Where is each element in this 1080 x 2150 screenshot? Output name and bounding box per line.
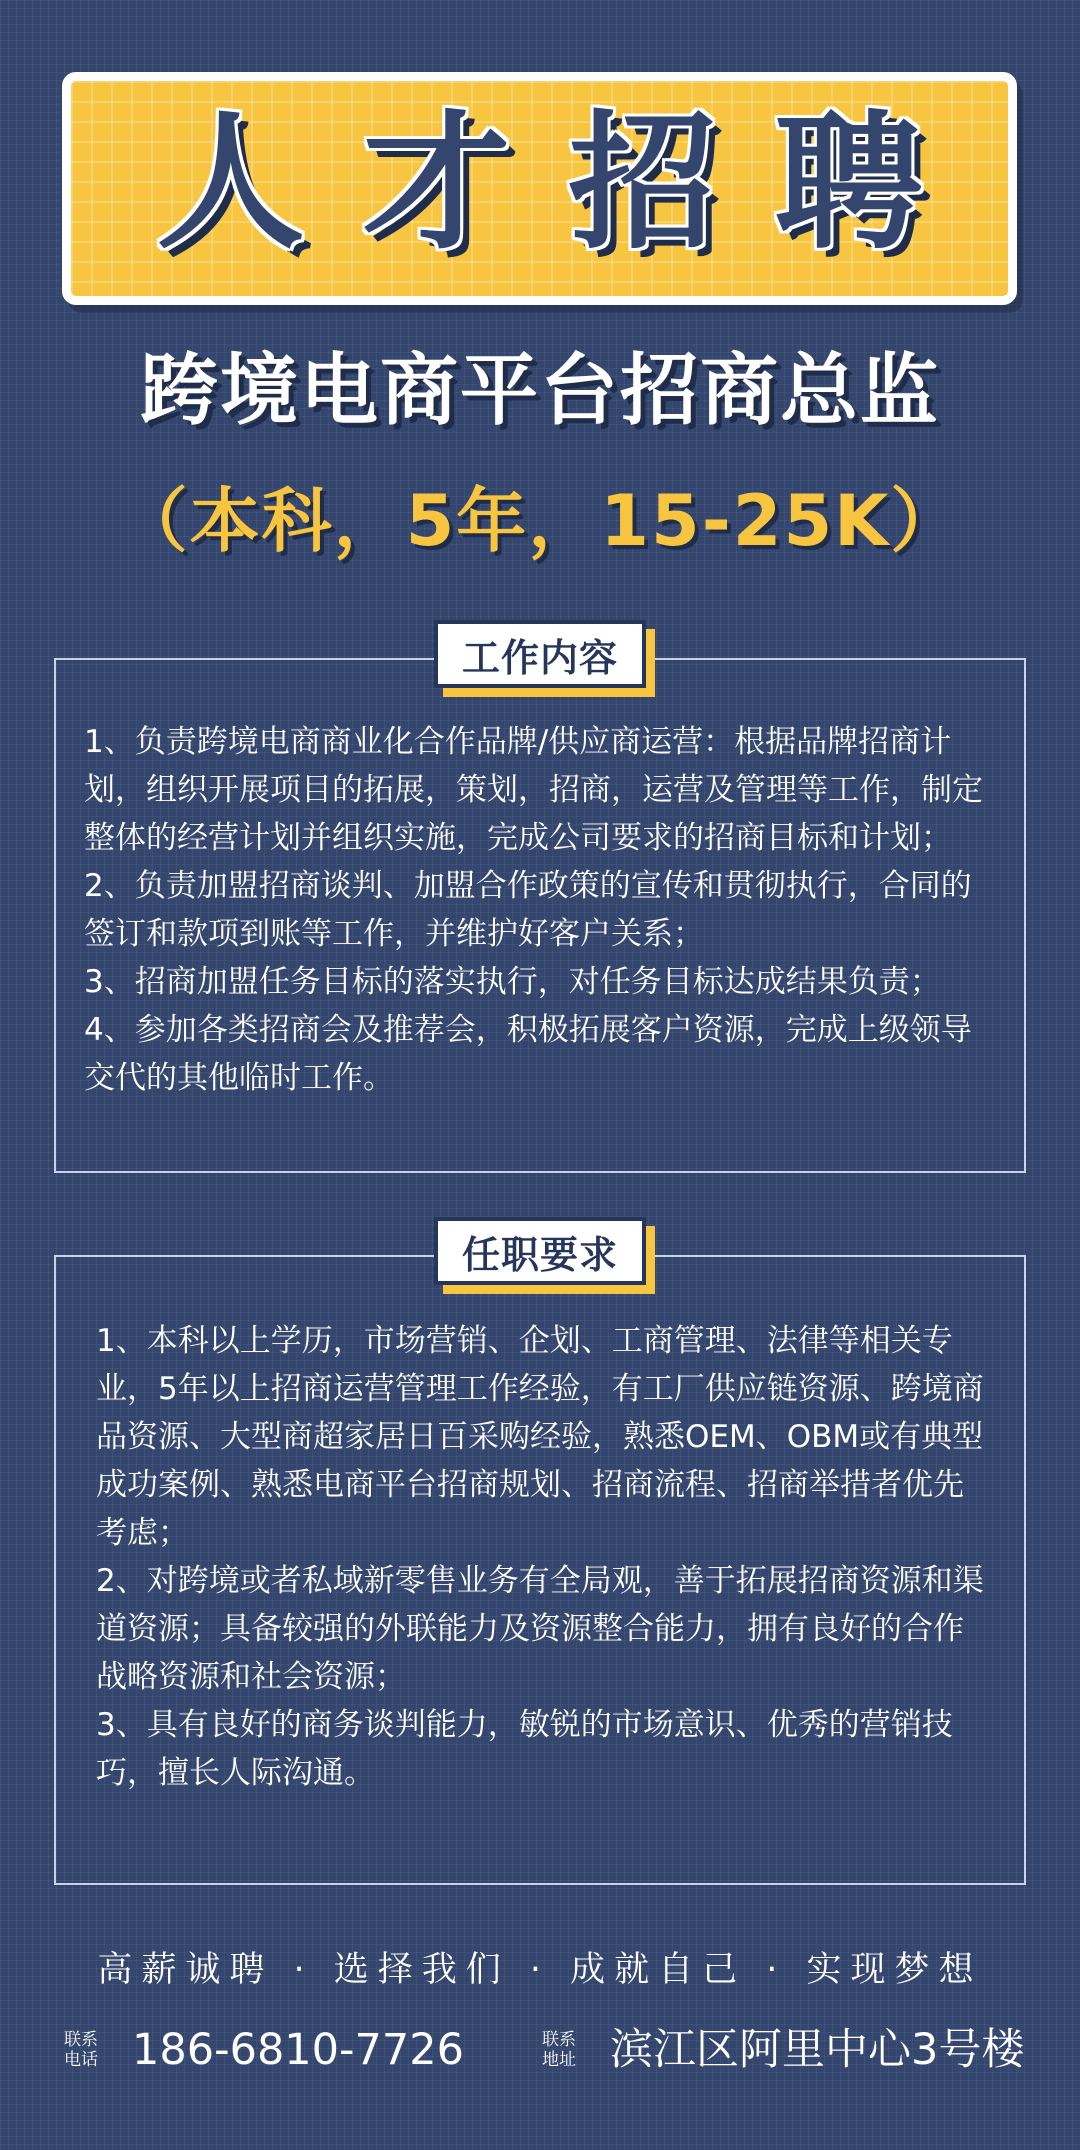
section-tag-job-content: 工作内容: [434, 620, 646, 688]
address-text: 滨江区阿里中心3号楼: [610, 2024, 1025, 2075]
section-job-content: [54, 635, 1026, 1173]
list-item: 2、负责加盟招商谈判、加盟合作政策的宣传和贯彻执行，合同的签订和款项到账等工作，并维护好客户关系；: [84, 868, 972, 952]
phone-label-line-1: 联系: [64, 2030, 98, 2050]
phone-label: [64, 2030, 108, 2070]
section-tag-requirements: 任职要求: [434, 1217, 646, 1285]
list-item: 3、招商加盟任务目标的落实执行，对任务目标达成结果负责；: [84, 964, 941, 1000]
contact-phone: [64, 2022, 464, 2078]
list-item: 4、参加各类招商会及推荐会，积极拓展客户资源，完成上级领导交代的其他临时工作。: [84, 1012, 972, 1096]
list-item: 3、具有良好的商务谈判能力，敏锐的市场意识、优秀的营销技巧，擅长人际沟通。: [96, 1707, 953, 1791]
section-requirements: [54, 1232, 1026, 1885]
job-subtitle: （本科，5年，15-25K）: [117, 480, 963, 562]
phone-number[interactable]: 186-6810-7726: [132, 2024, 464, 2075]
job-title: 跨境电商平台招商总监: [139, 346, 940, 436]
list-item: 2、对跨境或者私域新零售业务有全局观，善于拓展招商资源和渠道资源；具备较强的外联能力及资源整合能力，拥有良好的合作战略资源和社会资源；: [96, 1563, 984, 1695]
list-item: 1、本科以上学历，市场营销、企划、工商管理、法律等相关专业，5年以上招商运营管理工作经验，有工厂供应链资源、跨境商品资源、大型商超家居日百采购经验，熟悉OEM、OBM或有典型成功案例、熟悉电商平台招商规划、招商流程、招商举措者优先考虑；: [96, 1323, 984, 1551]
address-label-line-2: 地址: [542, 2050, 576, 2070]
footer-slogan: 高薪诚聘 · 选择我们 · 成就自己 · 实现梦想: [97, 1950, 983, 1990]
hero-banner: [62, 72, 1017, 305]
section-body-requirements: [96, 1317, 992, 1797]
address-label: [542, 2030, 586, 2070]
address-label-line-1: 联系: [542, 2030, 576, 2050]
contact-address: [542, 2022, 1024, 2078]
section-body-job-content: [84, 718, 1002, 1102]
list-item: 1、负责跨境电商商业化合作品牌/供应商运营：根据品牌招商计划，组织开展项目的拓展，策划，招商，运营及管理等工作，制定整体的经营计划并组织实施，完成公司要求的招商目标和计划；: [84, 724, 983, 856]
hero-title: 人才招聘: [156, 97, 981, 269]
phone-label-line-2: 电话: [64, 2050, 98, 2070]
